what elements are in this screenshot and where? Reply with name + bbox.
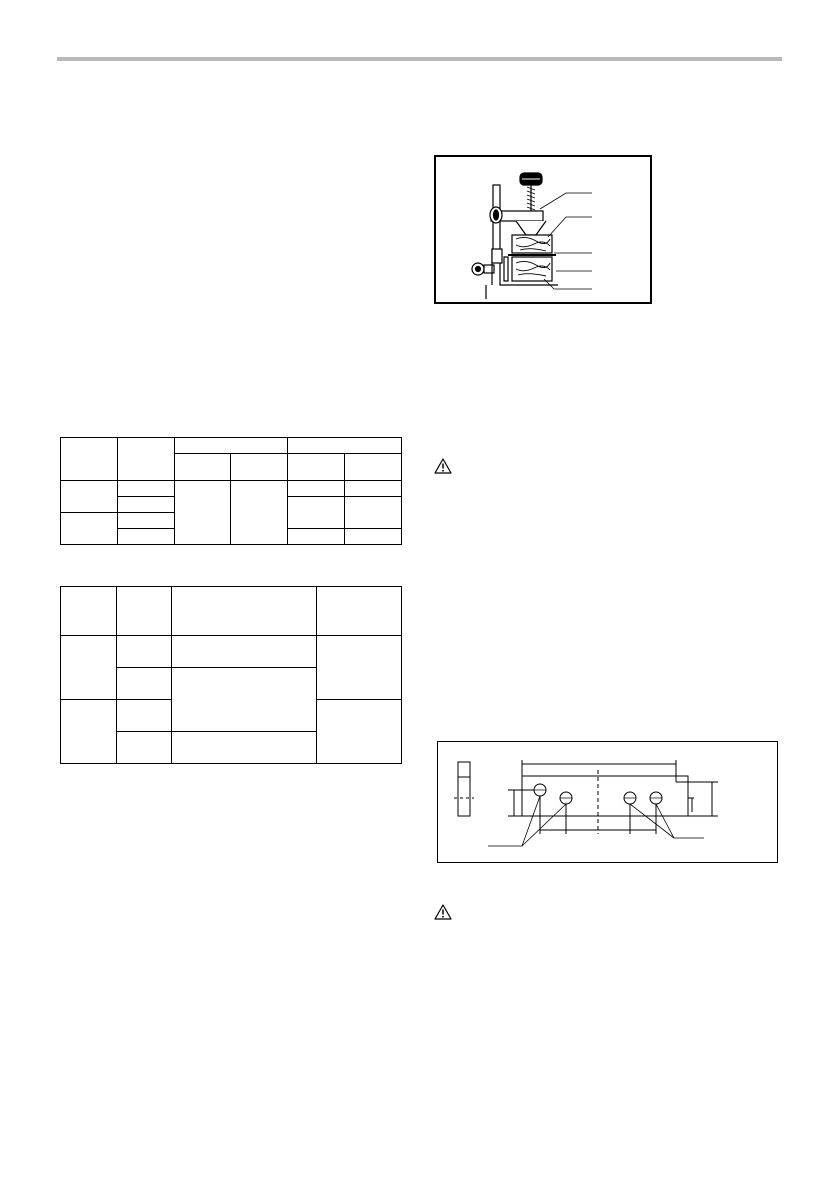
table-2-cell — [317, 636, 402, 700]
table-1-cell — [118, 497, 175, 513]
table-2-cell — [61, 700, 117, 764]
table-2 — [60, 586, 402, 764]
table-2-cell — [172, 668, 317, 732]
table-1-cell — [345, 454, 402, 481]
table-2-cell — [117, 636, 172, 668]
table-2-cell — [117, 700, 172, 732]
table-2-cell — [61, 587, 117, 636]
blade-dimension-drawing — [437, 741, 778, 863]
table-1-cell — [288, 438, 402, 454]
table-1-cell — [118, 529, 175, 545]
table-2-cell — [61, 636, 117, 700]
table-2-cell — [317, 700, 402, 764]
table-1-cell — [175, 438, 288, 454]
planer-blade-clamp-illustration — [434, 155, 652, 304]
table-1-cell — [61, 481, 118, 513]
table-2-cell — [172, 636, 317, 668]
table-1-cell — [288, 497, 345, 529]
table-1-cell — [231, 481, 288, 545]
warning-triangle-icon — [434, 458, 452, 474]
table-1-cell — [118, 513, 175, 529]
table-1-cell — [345, 481, 402, 497]
table-1-cell — [175, 481, 231, 545]
table-2-cell — [117, 587, 172, 636]
table-2-cell — [117, 668, 172, 700]
table-1-cell — [288, 481, 345, 497]
table-2-cell — [172, 732, 317, 764]
table-1-cell — [61, 438, 118, 481]
table-1-cell — [175, 454, 231, 481]
table-1-cell — [345, 529, 402, 545]
table-2-cell — [172, 587, 317, 636]
header-rule — [57, 57, 782, 61]
table-1-cell — [118, 481, 175, 497]
clamp-drawing — [436, 157, 650, 302]
table-2-cell — [317, 587, 402, 636]
table-1-cell — [231, 454, 288, 481]
table-1-cell — [61, 513, 118, 545]
table-1-cell — [118, 438, 175, 481]
table-1-cell — [345, 497, 402, 529]
table-1-cell — [288, 454, 345, 481]
warning-triangle-icon — [434, 904, 452, 920]
blade-drawing — [438, 742, 777, 862]
table-1 — [60, 437, 402, 545]
table-1-cell — [288, 529, 345, 545]
table-2-cell — [117, 732, 172, 764]
